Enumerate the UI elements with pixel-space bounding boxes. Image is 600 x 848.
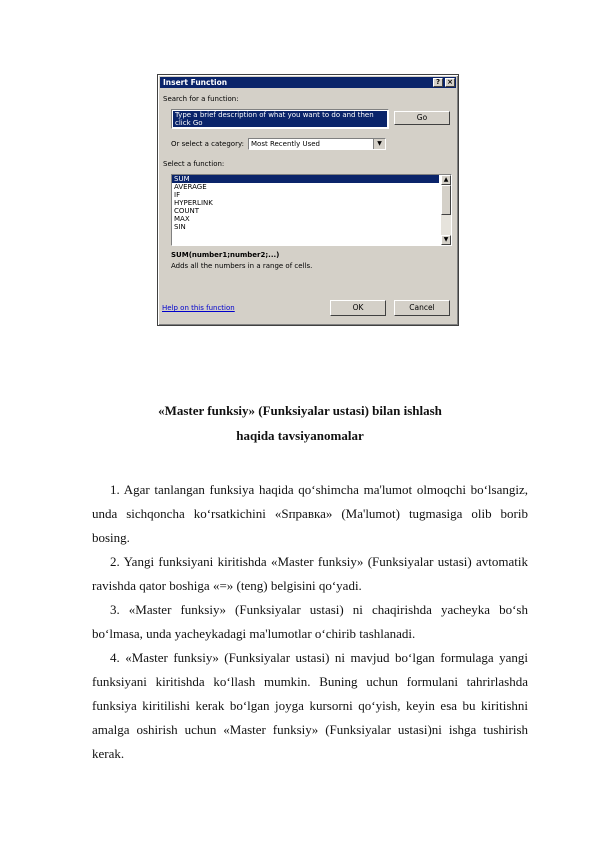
function-list[interactable] [171, 174, 452, 246]
cancel-button[interactable]: Cancel [394, 300, 450, 316]
category-label: Or select a category: [171, 140, 244, 148]
dialog-titlebar [160, 77, 456, 88]
help-on-function-link[interactable]: Help on this function [162, 304, 235, 312]
scroll-up-icon[interactable]: ▲ [441, 175, 451, 185]
help-button[interactable]: ? [433, 78, 443, 87]
list-item[interactable]: SIN [174, 223, 186, 231]
search-input[interactable] [171, 109, 389, 129]
search-label: Search for a function: [163, 95, 239, 103]
list-item[interactable]: MAX [174, 215, 190, 223]
list-item[interactable]: COUNT [174, 207, 200, 215]
list-item[interactable]: SUM [172, 175, 439, 183]
category-select[interactable] [248, 138, 386, 150]
paragraph-3-text: 3. «Master funksiy» (Funksiyalar ustasi) ni chaqirishda yacheyka bo‘sh bo‘lmasa, unda yacheykadagi ma'lumotlar o‘chirib tashlanadi. [92, 602, 528, 641]
paragraph-1 [92, 478, 528, 550]
function-syntax: SUM(number1;number2;...) [171, 251, 280, 259]
section-heading-line1: «Master funksiy» (Funksiyalar ustasi) bilan ishlash [158, 403, 442, 418]
search-input-text: Type a brief description of what you want to do and then click Go [173, 111, 387, 127]
scroll-down-icon[interactable]: ▼ [441, 235, 451, 245]
list-scrollbar[interactable] [441, 175, 451, 245]
ok-button[interactable]: OK [330, 300, 386, 316]
paragraph-1-text: 1. Agar tanlangan funksiya haqida qo‘shimcha ma'lumot olmoqchi bo‘lsangiz, unda sichqoncha ko‘rsatkichini «Sпpавка» (Ma'lumot) tugmasiga olib borib bosing. [92, 482, 528, 545]
section-heading-line2: haqida tavsiyanomalar [236, 428, 364, 443]
select-function-label: Select a function: [163, 160, 225, 168]
list-item[interactable]: IF [174, 191, 181, 199]
go-button[interactable]: Go [394, 111, 450, 125]
scroll-thumb[interactable] [441, 185, 451, 215]
insert-function-dialog [157, 74, 459, 326]
close-button[interactable]: × [445, 78, 455, 87]
paragraph-3 [92, 598, 528, 646]
paragraph-2-text: 2. Yangi funksiyani kiritishda «Master funksiy» (Funksiyalar ustasi) avtomatik ravishda qator boshiga «=» (teng) belgisini qo‘yadi. [92, 554, 528, 593]
dialog-title: Insert Function [163, 78, 228, 87]
paragraph-4 [92, 646, 528, 766]
paragraph-4-text: 4. «Master funksiy» (Funksiyalar ustasi) ni mavjud bo‘lgan formulaga yangi funksiyani kiritishda ko‘llash mumkin. Buning uchun formulani tahrirlashda funksiya kiritilishi kerak bo‘lgan joyga kursorni qo‘yish, keyin esa bu kiritishni amalga oshirish uchun «Master funksiy» (Funksiyalar ustasi)ni ishga tushirish kerak. [92, 650, 528, 761]
chevron-down-icon[interactable]: ▼ [373, 139, 385, 149]
category-value: Most Recently Used [251, 140, 320, 148]
paragraph-2 [92, 550, 528, 598]
list-item[interactable]: HYPERLINK [174, 199, 213, 207]
function-description: Adds all the numbers in a range of cells. [171, 262, 313, 270]
list-item[interactable]: AVERAGE [174, 183, 207, 191]
